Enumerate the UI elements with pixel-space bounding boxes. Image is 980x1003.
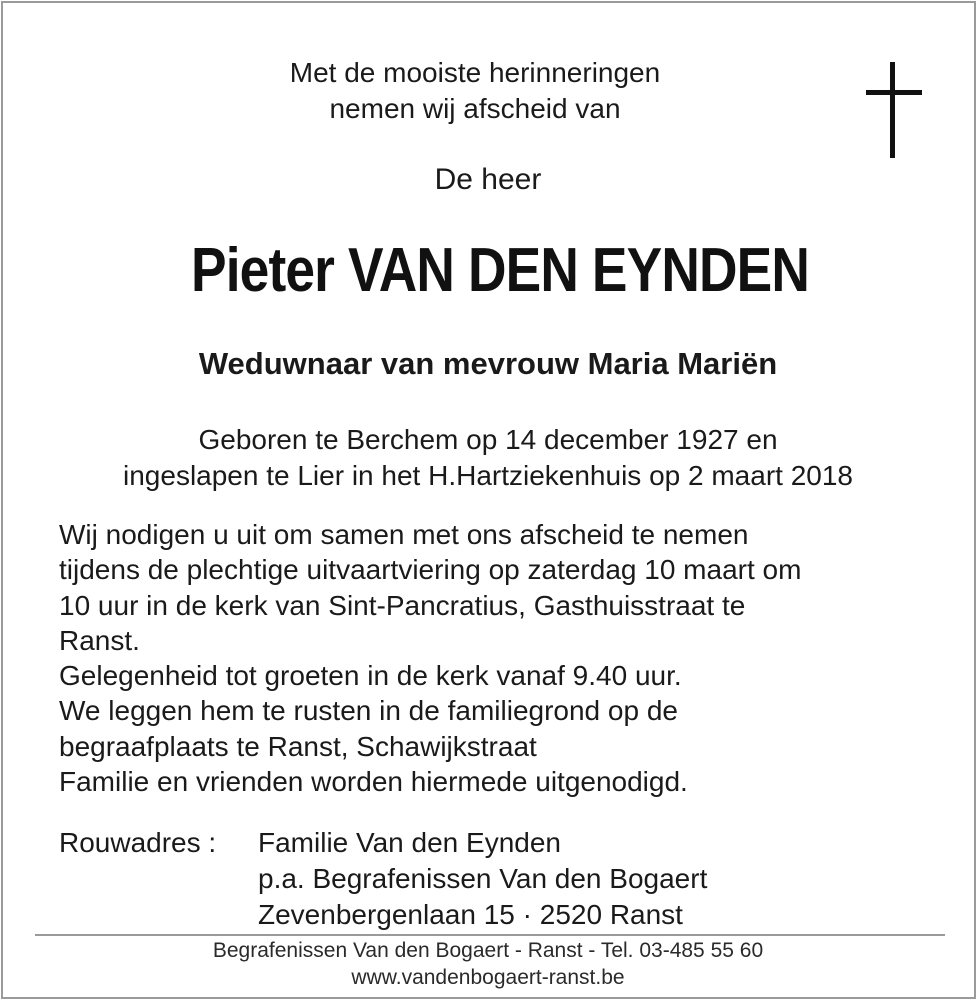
intro-text bbox=[235, 55, 715, 127]
address-label: Rouwadres : bbox=[59, 827, 217, 858]
body-line: 10 uur in de kerk van Sint-Pancratius, Gasthuisstraat te bbox=[59, 589, 746, 621]
spouse-line: Weduwnaar van mevrouw Maria Mariën bbox=[198, 346, 778, 381]
address-line-2: p.a. Begrafenissen Van den Bogaert bbox=[258, 863, 708, 894]
body-line: Ranst. bbox=[59, 624, 140, 656]
footer-divider bbox=[35, 934, 945, 936]
funeral-details bbox=[59, 517, 939, 799]
footer-contact: Begrafenissen Van den Bogaert - Ranst - Tel. 03-485 55 60 bbox=[212, 939, 764, 962]
address-lines bbox=[258, 825, 707, 933]
footer-website[interactable]: www.vandenbogaert-ranst.be bbox=[351, 966, 625, 989]
body-line: tijdens de plechtige uitvaartviering op zaterdag 10 maart om bbox=[59, 554, 802, 586]
birth-death-info bbox=[0, 422, 976, 494]
deceased-name: Pieter VAN DEN EYNDEN bbox=[191, 236, 809, 305]
intro-line-2: nemen wij afscheid van bbox=[329, 93, 621, 124]
salutation: De heer bbox=[434, 163, 542, 196]
latin-cross-icon bbox=[866, 62, 922, 158]
address-line-1: Familie Van den Eynden bbox=[258, 827, 561, 858]
address-line-3: Zevenbergenlaan 15 · 2520 Ranst bbox=[258, 899, 683, 930]
body-line: Gelegenheid tot groeten in de kerk vanaf 9.40 uur. bbox=[59, 660, 682, 692]
death-line: ingeslapen te Lier in het H.Hartziekenhuis op 2 maart 2018 bbox=[123, 460, 853, 491]
birth-line: Geboren te Berchem op 14 december 1927 en bbox=[198, 424, 778, 455]
footer bbox=[0, 937, 976, 991]
body-line: We leggen hem te rusten in de familiegrond op de bbox=[59, 695, 678, 727]
body-line: Wij nodigen u uit om samen met ons afscheid te nemen bbox=[59, 519, 749, 550]
intro-line-1: Met de mooiste herinneringen bbox=[289, 57, 661, 88]
body-line: begraafplaats te Ranst, Schawijkstraat bbox=[59, 730, 537, 762]
body-line: Familie en vrienden worden hiermede uitgenodigd. bbox=[59, 766, 688, 798]
